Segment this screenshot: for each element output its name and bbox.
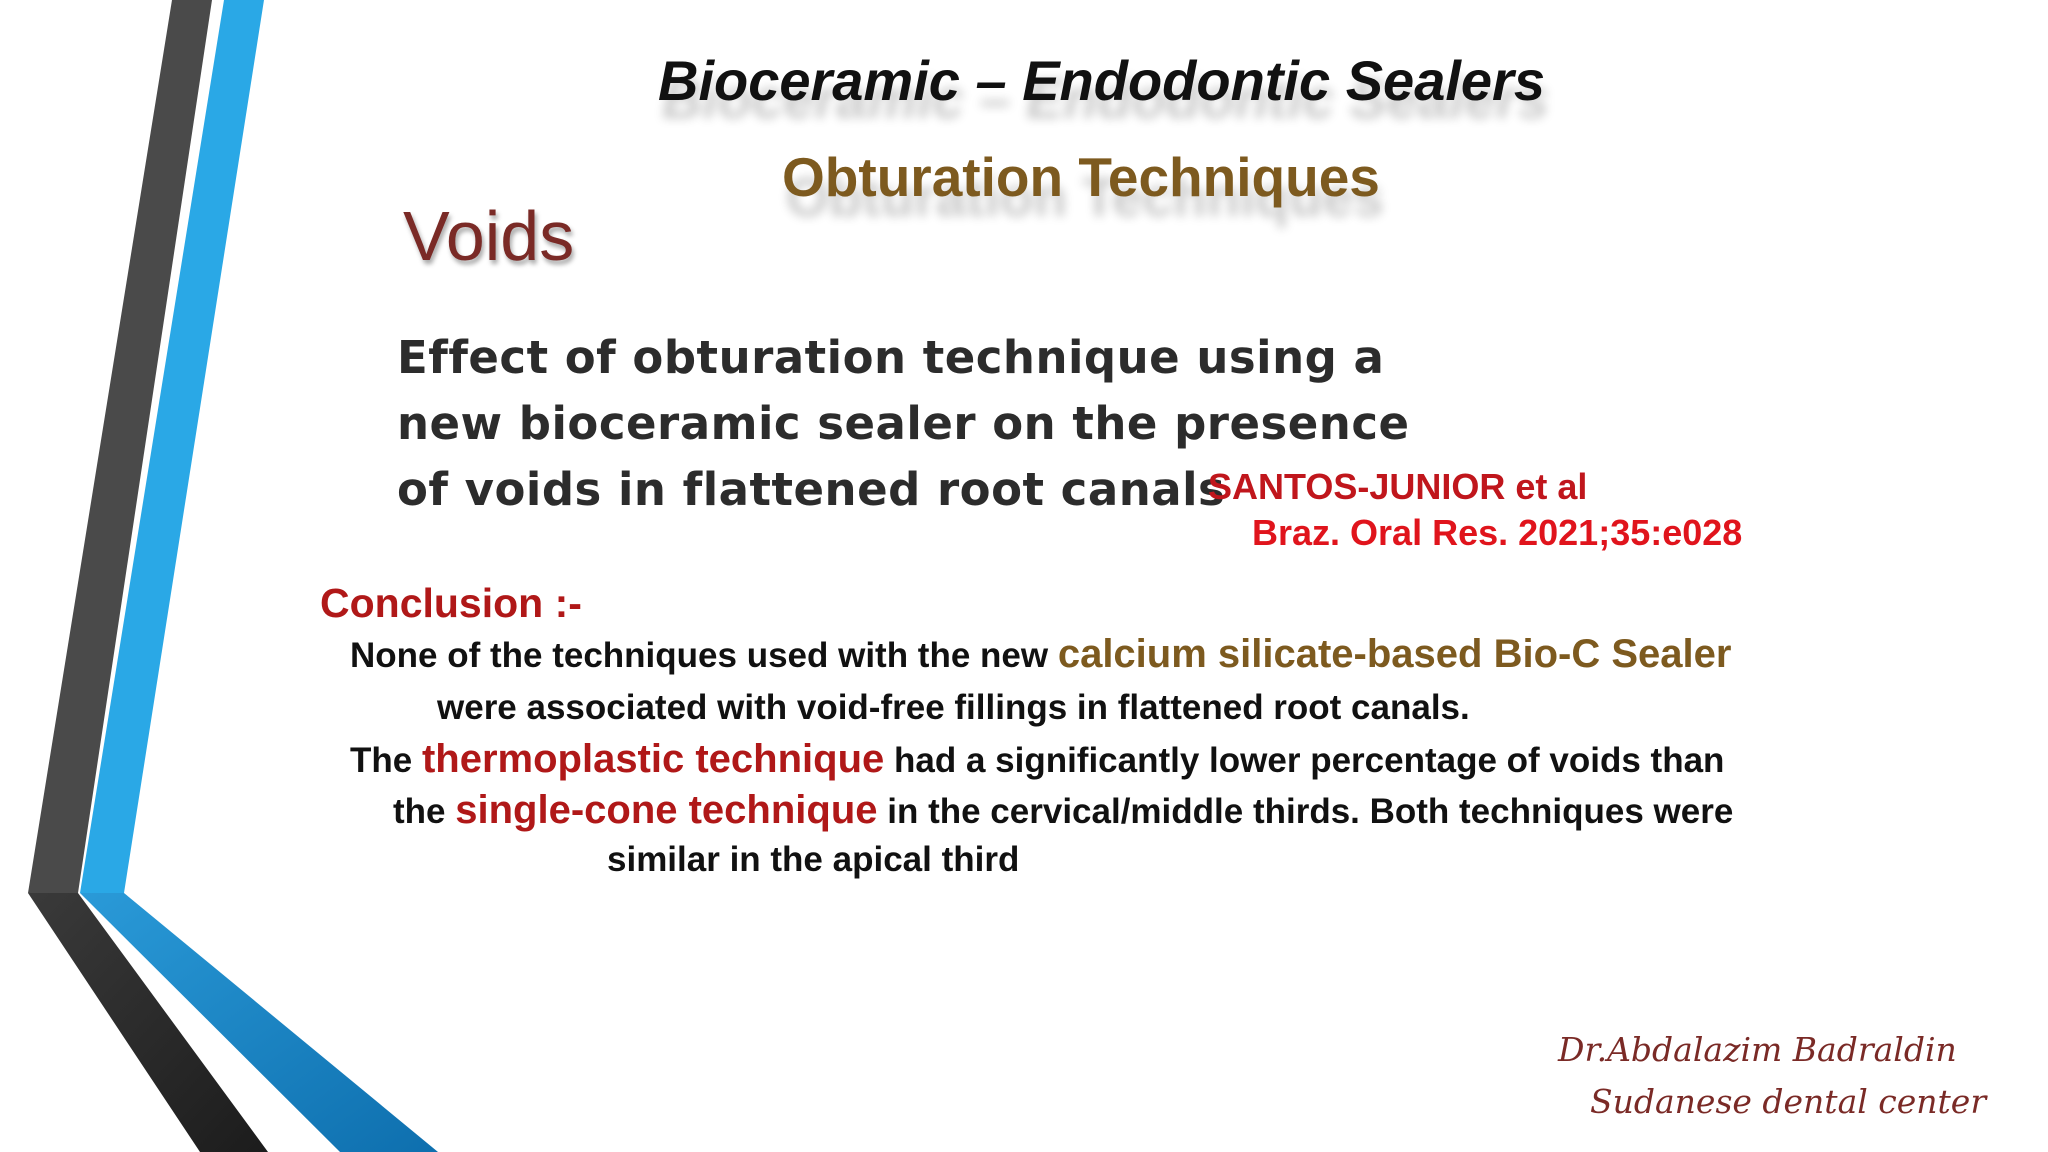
slide-subtitle: Obturation Techniques — [782, 146, 1380, 208]
citation-journal: Braz. Oral Res. 2021;35:e028 — [1252, 512, 1743, 553]
conclusion-line-5: similar in the apical third — [607, 840, 1020, 879]
conclusion-text: in the cervical/middle thirds. Both techniques were — [877, 792, 1734, 831]
highlight-thermoplastic: thermoplastic technique — [421, 737, 885, 781]
citation-authors: SANTOS-JUNIOR et al — [1208, 466, 1588, 507]
slide-title: Bioceramic – Endodontic Sealers — [658, 49, 1545, 112]
conclusion-text: the — [393, 792, 456, 831]
highlight-single-cone: single-cone technique — [455, 788, 878, 832]
conclusion-text: The — [350, 741, 422, 780]
signature-org: Sudanese dental center — [1590, 1082, 1987, 1121]
signature-name: Dr.Abdalazim Badraldin — [1558, 1030, 1957, 1069]
conclusion-heading: Conclusion :- — [320, 580, 582, 626]
highlight-sealer: calcium silicate-based Bio-C Sealer — [1057, 632, 1732, 676]
conclusion-line-2: were associated with void-free fillings in flattened root canals. — [437, 688, 1470, 727]
section-heading: Voids — [403, 197, 575, 275]
conclusion-line-4 — [393, 788, 1733, 833]
conclusion-line-3 — [350, 737, 1724, 782]
paper-title-line: new bioceramic sealer on the presence — [397, 397, 1410, 450]
conclusion-text: None of the techniques used with the new — [350, 636, 1058, 675]
conclusion-text: had a significantly lower percentage of voids than — [884, 741, 1725, 780]
paper-title-line: of voids in flattened root canals — [397, 463, 1226, 516]
conclusion-line-1 — [350, 632, 1731, 677]
paper-title-line: Effect of obturation technique using a — [397, 331, 1385, 384]
